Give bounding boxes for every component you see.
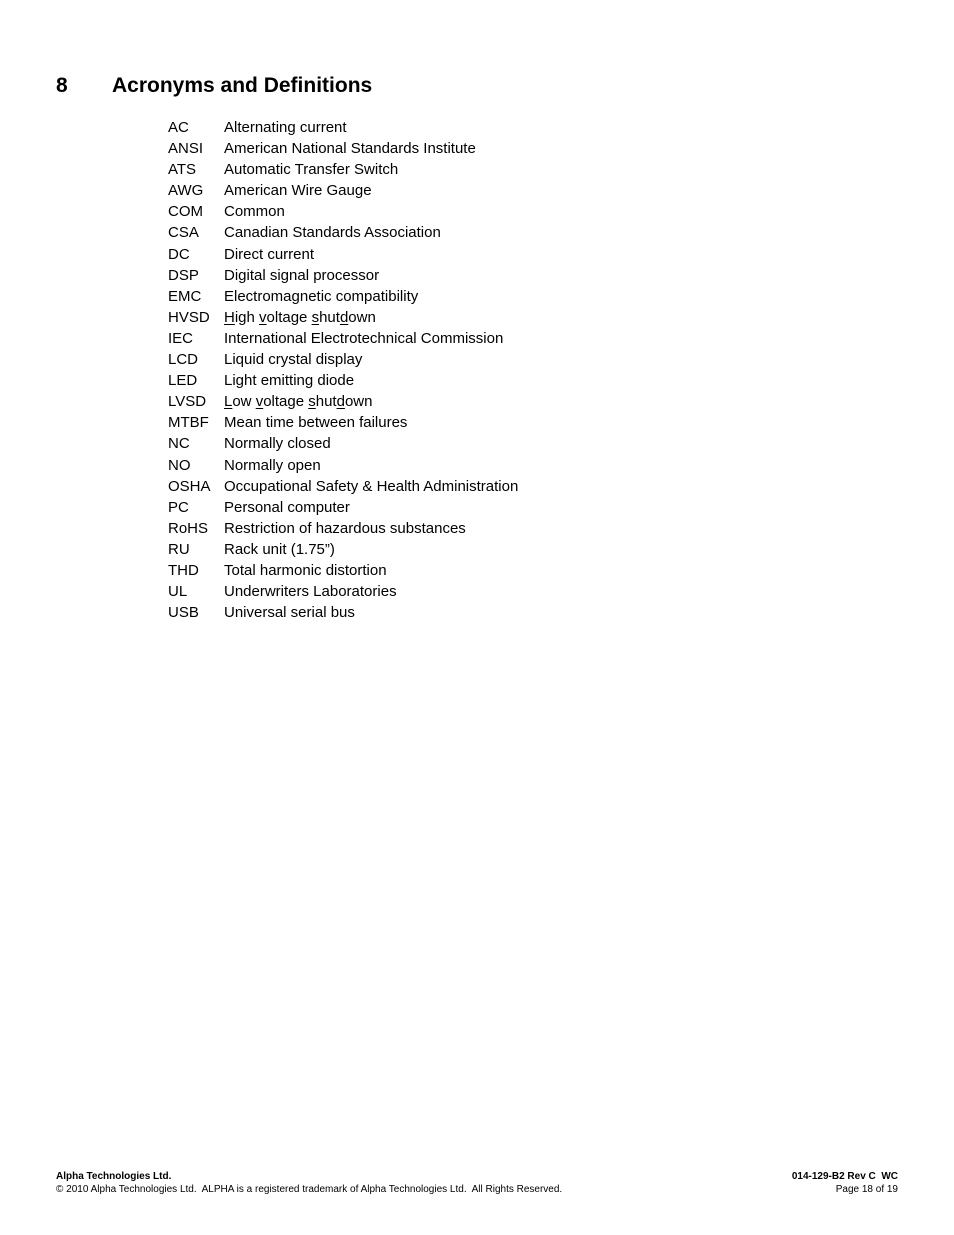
acronym-definition: Personal computer [224,498,350,516]
acronym-abbr: LCD [168,351,199,369]
section-number: 8 [56,74,68,97]
acronym-row [168,265,518,286]
acronym-definition: Mean time between failures [224,414,408,432]
acronym-definition: Liquid crystal display [224,351,363,369]
acronym-definition: Rack unit (1.75”) [224,540,335,558]
acronym-abbr: AC [168,119,189,136]
acronym-definition: Total harmonic distortion [224,561,387,579]
acronym-abbr: LED [168,372,198,390]
acronym-row [168,476,518,497]
footer-left [56,1170,562,1196]
acronym-abbr: CSA [168,224,199,242]
acronym-abbr: DC [168,245,190,263]
footer-copyright: © 2010 Alpha Technologies Ltd. ALPHA is a registered trademark of Alpha Technologies Ltd. All Rights Reserved. [56,1184,563,1195]
acronym-abbr: LVSD [168,393,207,411]
acronym-abbr: THD [168,561,199,579]
acronym-definition: High voltage shutdown [224,308,376,326]
acronym-row [168,307,518,328]
acronym-abbr: AWG [168,182,204,200]
acronym-definition: Light emitting diode [224,372,355,390]
acronym-abbr: HVSD [168,308,210,326]
acronym-abbr: MTBF [168,414,209,432]
acronym-definition: American Wire Gauge [224,182,372,200]
acronym-row [168,497,518,518]
acronym-definition: Restriction of hazardous substances [224,519,466,537]
acronym-abbr: DSP [168,266,199,284]
footer-doc-id: 014-129-B2 Rev C WC [791,1171,898,1182]
acronym-row [168,159,518,180]
acronym-definition: Normally open [224,456,321,474]
acronym-row [168,201,518,222]
acronym-abbr: RU [168,540,190,558]
acronym-row [168,539,518,560]
acronym-row [168,222,518,243]
acronym-row [168,455,518,476]
acronym-abbr: RoHS [168,519,209,537]
acronym-row [168,581,518,602]
acronym-row [168,518,518,539]
acronym-definition: Direct current [224,245,315,263]
acronym-abbr: USB [168,604,199,622]
acronym-abbr: NC [168,435,190,453]
acronym-row [168,349,518,370]
acronym-row [168,117,518,138]
acronym-definition: Electromagnetic compatibility [224,287,419,305]
acronym-row [168,244,518,265]
acronym-abbr: UL [168,583,188,601]
acronym-abbr: OSHA [168,477,211,495]
acronym-row [168,286,518,307]
section-title: Acronyms and Definitions [112,74,373,97]
acronym-definition: Automatic Transfer Switch [224,161,399,179]
footer-page-number: Page 18 of 19 [835,1184,898,1195]
acronym-definition: Occupational Safety & Health Administration [224,477,519,495]
acronym-abbr: IEC [168,329,194,347]
acronym-row [168,180,518,201]
acronym-abbr: COM [168,203,203,221]
acronym-definition: Normally closed [224,435,331,453]
acronym-abbr: ATS [168,161,197,179]
acronym-row [168,138,518,159]
acronym-row [168,370,518,391]
acronym-definition: Canadian Standards Association [224,224,441,242]
acronym-row [168,560,518,581]
acronym-definition: American National Standards Institute [224,140,476,158]
footer-right [792,1170,898,1196]
acronym-definition: Universal serial bus [224,604,355,622]
acronym-abbr: ANSI [168,140,204,158]
acronym-abbr: EMC [168,287,202,305]
acronym-row [168,328,518,349]
acronym-definition: Low voltage shutdown [224,393,373,411]
acronym-abbr: NO [168,456,191,474]
acronym-definition: Alternating current [224,119,347,136]
acronym-definition: Digital signal processor [224,266,380,284]
acronym-row [168,412,518,433]
acronym-row [168,602,518,623]
acronym-definition: Common [224,203,285,221]
acronym-row [168,433,518,454]
footer-company: Alpha Technologies Ltd. [56,1171,172,1182]
acronym-abbr: PC [168,498,189,516]
acronym-row [168,391,518,412]
acronym-definition: International Electrotechnical Commission [224,329,504,347]
acronym-list [168,117,518,623]
acronym-definition: Underwriters Laboratories [224,583,397,601]
